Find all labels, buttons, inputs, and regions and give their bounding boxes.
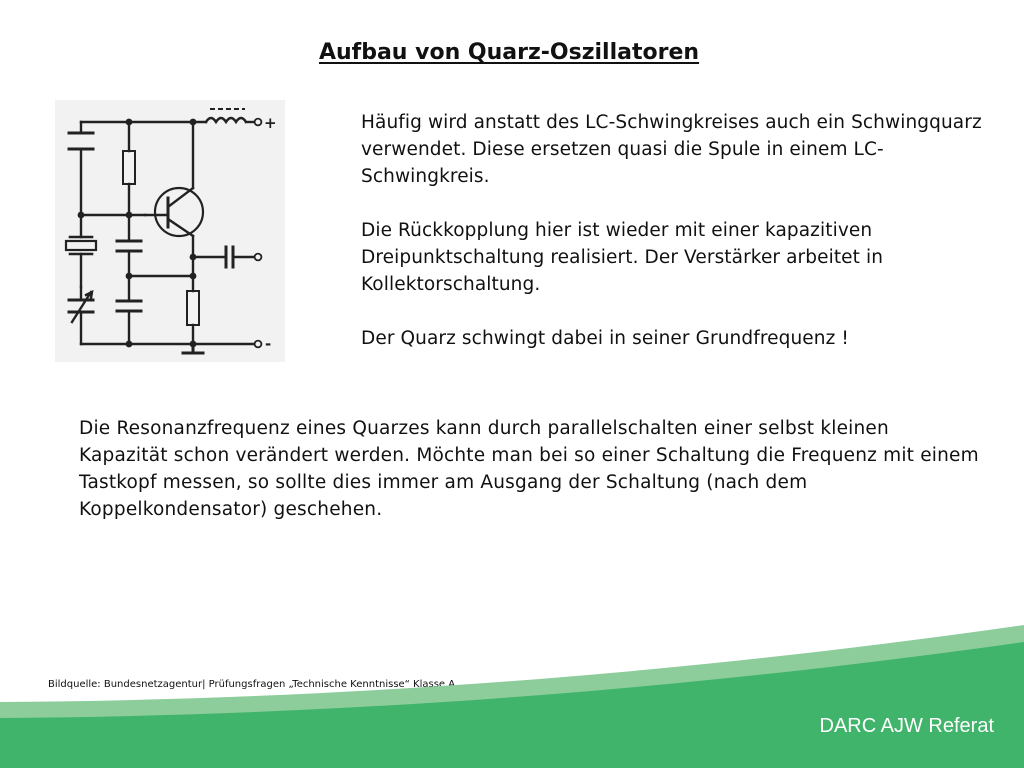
paragraph-quartz-replaces-coil: Häufig wird anstatt des LC-Schwingkreises auch ein Schwingquarz verwendet. Diese ersetzen quasi die Spule in einem LC- Schwingkreis. (361, 112, 982, 187)
image-source-credit: Bildquelle: Bundesnetzagentur| Prüfungsfragen „Technische Kenntnisse“ Klasse A (48, 679, 456, 690)
footer-green-wave (0, 600, 1024, 768)
slide-title: Aufbau von Quarz-Oszillatoren (318, 40, 700, 65)
terminal-plus-label: + (264, 114, 277, 132)
explanation-text (361, 109, 1001, 379)
quartz-oscillator-circuit-diagram (55, 100, 285, 362)
paragraph-feedback: Die Rückkopplung hier ist wieder mit einer kapazitiven Dreipunktschaltung realisiert. Der Verstärker arbeitet in Kollektorschaltung. (361, 220, 884, 295)
paragraph-fundamental-frequency: Der Quarz schwingt dabei in seiner Grundfrequenz ! (361, 328, 849, 349)
terminal-minus-label: - (265, 335, 272, 353)
footer-label: DARC AJW Referat (819, 715, 994, 737)
paragraph-resonance-measurement: Die Resonanzfrequenz eines Quarzes kann durch parallelschalten einer selbst kleinen Kapazität schon verändert werden. Möchte man bei so einer Schaltung die Frequenz mit einem Tastkopf messen, so sollte dies immer am Ausgang der Schaltung (nach dem Koppelkondensator) geschehen. (79, 418, 979, 520)
